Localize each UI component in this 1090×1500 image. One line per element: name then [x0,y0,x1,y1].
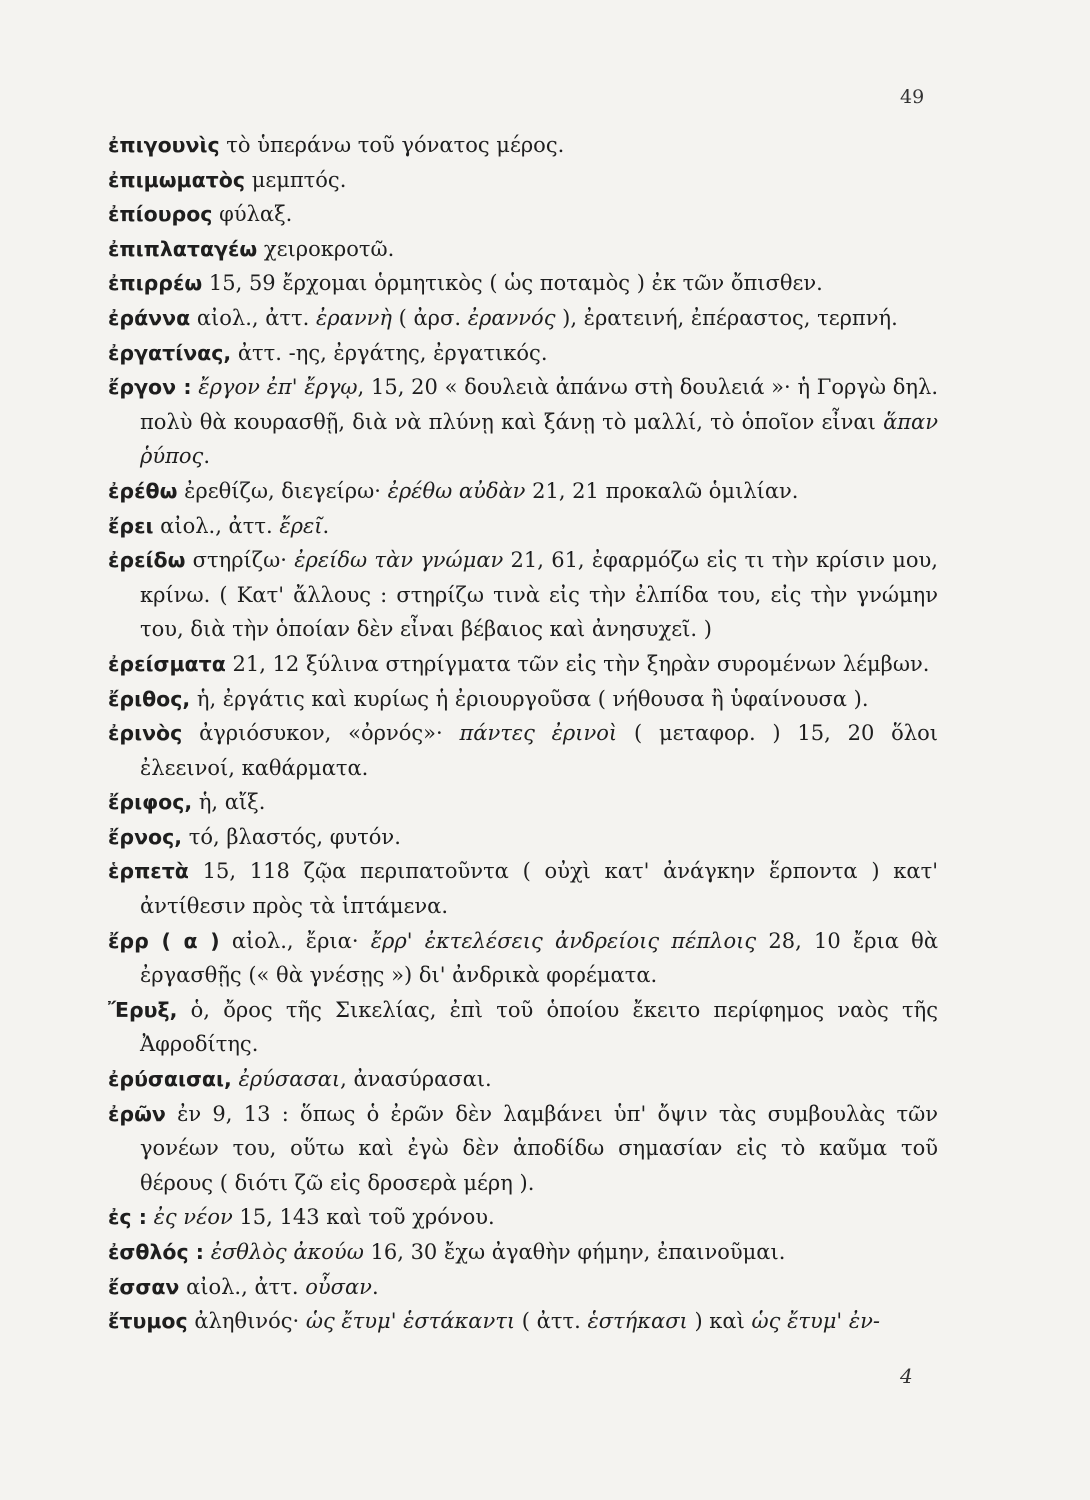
entry-citation: οὖσαν [305,1274,372,1299]
glossary-entry [108,924,938,993]
entry-text: . [203,444,211,469]
entry-headword: ἐρῶν [108,1101,166,1126]
glossary-entry [108,509,938,544]
entry-headword: ἐρείσματα [108,651,226,676]
entry-text: αἰολ., ἔρια· [219,928,371,953]
entry-citation: ἐς νέον [153,1205,233,1230]
entry-headword: ἐρύσαισαι, [108,1067,232,1092]
glossary-entry [108,336,938,371]
glossary-entry [108,785,938,820]
entry-citation: ἐρέθω αὐδὰν [387,478,526,503]
entry-citation: ἑστήκασι [587,1309,688,1334]
entry-citation: ἐσθλὸς ἀκούω [210,1240,364,1264]
entry-headword: ἐσθλός : [108,1240,205,1264]
entry-citation: ἔρεῖ [279,513,323,538]
entry-text: 15, 118 ζῷα περιπατοῦντα ( οὐχὶ κατ' ἀνάγκην ἕρποντα ) κατ' ἀντίθεσιν πρὸς τὰ ἱπτάμενα. [140,859,938,919]
entry-headword: ἐράννα [108,305,191,330]
entry-citation: ἐραννός [467,305,556,330]
entry-headword: ἐπιμωματὸς [108,167,246,192]
entry-text: ἡ, ἐργάτις καὶ κυρίως ἡ ἐριουργοῦσα ( νήθουσα ἢ ὑφαίνουσα ). [190,686,869,711]
glossary-entry [108,647,938,682]
glossary-entry [108,1304,938,1339]
glossary-entry [108,820,938,855]
entry-headword: ἐπιπλαταγέω [108,236,258,261]
entry-text: ἐρεθίζω, διεγείρω· [177,478,388,503]
entry-text: 21, 61, ἐφαρμόζω εἰς τι τὴν κρίσιν μου, κρίνω. ( Κατ' ἄλλους : στηρίζω τινὰ εἰς τὴν ἐλπίδα του, εἰς τὴν γνώμην του, διὰ τὴν ὁποίαν δὲν εἶναι βέβαιος καὶ ἀνησυχεῖ. ) [140,548,938,642]
glossary-entry [108,197,938,232]
entry-citation: ἐραννὴ [316,305,392,330]
entry-text: 21, 21 προκαλῶ ὁμιλίαν. [525,478,799,503]
entry-headword: ἔρει [108,513,154,538]
glossary-entry [108,543,938,647]
entry-text: ὁ, ὄρος τῆς Σικελίας, ἐπὶ τοῦ ὁποίου ἔκειτο περίφημος ναὸς τῆς Ἀφροδίτης. [140,997,938,1057]
entry-headword: ἑρπετὰ [108,859,189,884]
entry-text: ( ἀττ. [515,1309,588,1334]
entry-citation: ἔργον ἐπ' ἔργῳ [198,375,358,400]
entry-text: ), ἐρατεινή, ἐπέραστος, τερπνή. [555,305,898,330]
entry-citation: ἅπαν ῥύπος [140,409,938,469]
entry-text: 21, 12 ξύλινα στηρίγματα τῶν εἰς τὴν ξηρὰν συρομένων λέμβων. [225,651,930,676]
entry-headword: ἔριφος, [108,790,193,815]
entry-headword: ἐπιρρέω [108,271,203,296]
glossary-entry [108,163,938,198]
entry-text: 28, 10 ἔρια θὰ ἐργασθῇς (« θὰ γνέσῃς ») δι' ἀνδρικὰ φορέματα. [140,928,938,988]
printer-signature-mark: 4 [900,1364,913,1388]
entry-text [204,1240,211,1264]
glossary-entry [108,232,938,267]
entry-headword: ἐρέθω [108,478,178,503]
glossary-entry [108,1270,938,1305]
entry-text: αἰολ., ἀττ. [153,513,280,538]
entry-text: . [371,1274,379,1299]
entry-text: ἀττ. -ης, ἐργάτης, ἐργατικός. [231,340,548,365]
entry-headword: ἔρρ ( α ) [108,928,220,953]
entry-headword: ἔριθος, [108,686,191,711]
glossary-entry [108,370,938,474]
glossary-entry [108,1062,938,1097]
entry-headword: ἐς : [108,1205,147,1230]
entry-text: στηρίζω· [185,548,295,573]
entry-text: ἐν 9, 13 : ὅπως ὁ ἐρῶν δὲν λαμβάνει ὑπ' ὄψιν τὰς συμβουλὰς τῶν γονέων του, οὕτω καὶ ἐγὼ δὲν ἀποδίδω σημασίαν εἰς τὸ καῦμα τοῦ θέρους ( διότι ζῶ εἰς δροσερὰ μέρη ). [140,1101,938,1195]
entry-citation: πάντες ἐρινοὶ [459,721,618,746]
entry-headword: ἐρινὸς [108,721,183,746]
entry-text: αἰολ., ἀττ. [190,305,317,330]
entry-citation: ὡς ἔτυμ' ἐν- [751,1309,880,1334]
glossary-entry [108,266,938,301]
entry-text: 15, 59 ἔρχομαι ὁρμητικὸς ( ὡς ποταμὸς ) ἐκ τῶν ὄπισθεν. [202,271,823,296]
entry-text: ἀγριόσυκον, «ὀρνός»· [182,721,460,746]
entry-headword: ἐρείδω [108,548,186,573]
entry-text: 16, 30 ἔχω ἀγαθὴν φήμην, ἐπαινοῦμαι. [363,1240,786,1264]
entry-text: . [322,513,330,538]
glossary-entry [108,128,938,163]
entry-citation: ὡς ἔτυμ' ἑστάκαντι [305,1309,516,1334]
entry-text: , ἀνασύρασαι. [340,1067,492,1092]
entry-text: ἀληθινός· [187,1309,306,1334]
entry-headword: Ἔρυξ, [108,997,178,1022]
entry-text: ) καὶ [687,1309,752,1334]
glossary-entry [108,474,938,509]
entry-citation: ἐρύσασαι [238,1067,341,1092]
entry-text: αἰολ., ἀττ. [179,1274,306,1299]
glossary-entry [108,682,938,717]
entry-headword: ἐπίουρος [108,202,213,227]
glossary-entry [108,1235,938,1270]
entry-citation: ἐρείδω τὰν γνώμαν [294,548,504,573]
glossary-entry [108,854,938,923]
glossary-entries [108,128,938,1339]
glossary-entry [108,301,938,336]
glossary-entry [108,1200,938,1235]
entry-text: , 15, 20 « δουλειὰ ἀπάνω στὴ δουλειά »· ἡ Γοργὼ δηλ. πολὺ θὰ κουρασθῇ, διὰ νὰ πλύνῃ καὶ ξάνῃ τὸ μαλλί, τὸ ὁποῖον εἶναι [140,375,938,434]
glossary-entry [108,716,938,785]
glossary-entry [108,993,938,1062]
entry-citation: ἔρρ' ἐκτελέσεις ἀνδρείοις πέπλοις [370,928,757,953]
entry-text: 15, 143 καὶ τοῦ χρόνου. [232,1205,495,1230]
entry-text: μεμπτός. [245,167,347,192]
glossary-entry [108,1097,938,1201]
entry-text: τὸ ὑπεράνω τοῦ γόνατος μέρος. [219,133,565,157]
entry-headword: ἐπιγουνὶς [108,133,220,157]
entry-text: ( μεταφορ. ) 15, 20 ὅλοι ἐλεεινοί, καθάρματα. [140,721,938,780]
entry-headword: ἔσσαν [108,1274,180,1299]
entry-text: ( ἀρσ. [391,305,468,330]
entry-text: χειροκροτῶ. [257,236,395,261]
entry-text: φύλαξ. [212,202,293,227]
entry-text: ἡ, αἴξ. [192,790,266,815]
entry-headword: ἔτυμος [108,1309,188,1334]
entry-text: τό, βλαστός, φυτόν. [182,824,401,849]
entry-headword: ἔρνος, [108,824,183,849]
page-number: 49 [900,86,925,108]
entry-headword: ἔργον : [108,375,192,400]
entry-text [147,1205,154,1229]
entry-headword: ἐργατίνας, [108,340,232,365]
